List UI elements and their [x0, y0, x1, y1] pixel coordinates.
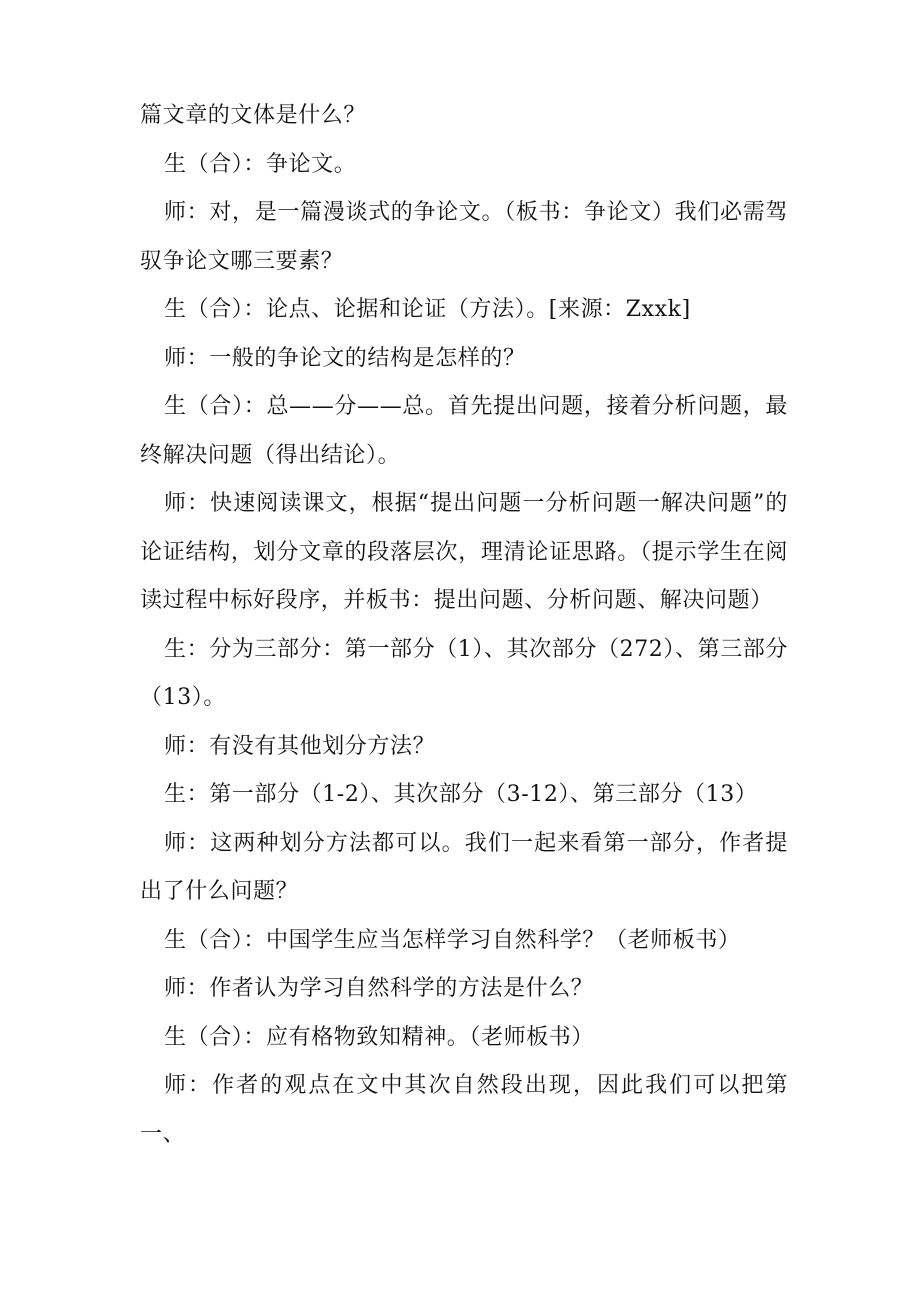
paragraph-student-answer: 生（合）：中国学生应当怎样学习自然科学？（老师板书）	[164, 927, 741, 953]
paragraph-student-answer: 生：分为三部分：第一部分（1）、其次部分（272）、第三部分（13）。	[140, 636, 788, 710]
paragraph-teacher: 师：有没有其他划分方法？	[164, 733, 436, 759]
paragraph-teacher: 师：这两种划分方法都可以。我们一起来看第一部分，作者提出了什么问题？	[140, 830, 788, 904]
paragraph-student-answer: 生：第一部分（1-2）、其次部分（3-12）、第三部分（13）	[164, 782, 758, 807]
paragraph-student-answer: 生（合）：论点、论据和论证（方法）。[来源：Zxxk]	[164, 297, 691, 322]
paragraph-teacher: 师：一般的争论文的结构是怎样的？	[164, 345, 526, 371]
paragraph-teacher: 师：对，是一篇漫谈式的争论文。（板书：争论文）我们必需驾驭争论文哪三要素？	[140, 200, 788, 274]
document-body	[140, 92, 788, 1159]
paragraph-teacher: 师：作者认为学习自然科学的方法是什么？	[164, 976, 594, 1001]
paragraph-student-answer: 生（合）：总——分——总。首先提出问题，接着分析问题，最终解决问题（得出结论）。	[140, 394, 788, 468]
paragraph-teacher: 师：快速阅读课文，根据“提出问题一分析问题一解决问题”的论证结构，划分文章的段落层次，理清论证思路。（提示学生在阅读过程中标好段序，并板书：提出问题、分析问题、解决问题）	[140, 491, 788, 613]
paragraph-student-answer: 生（合）：争论文。	[164, 151, 357, 177]
paragraph-student-answer: 生（合）：应有格物致知精神。（老师板书）	[164, 1024, 595, 1050]
paragraph-teacher: 师：作者的观点在文中其次自然段出现，因此我们可以把第一、	[140, 1073, 788, 1147]
paragraph-continued: 篇文章的文体是什么？	[140, 103, 367, 128]
